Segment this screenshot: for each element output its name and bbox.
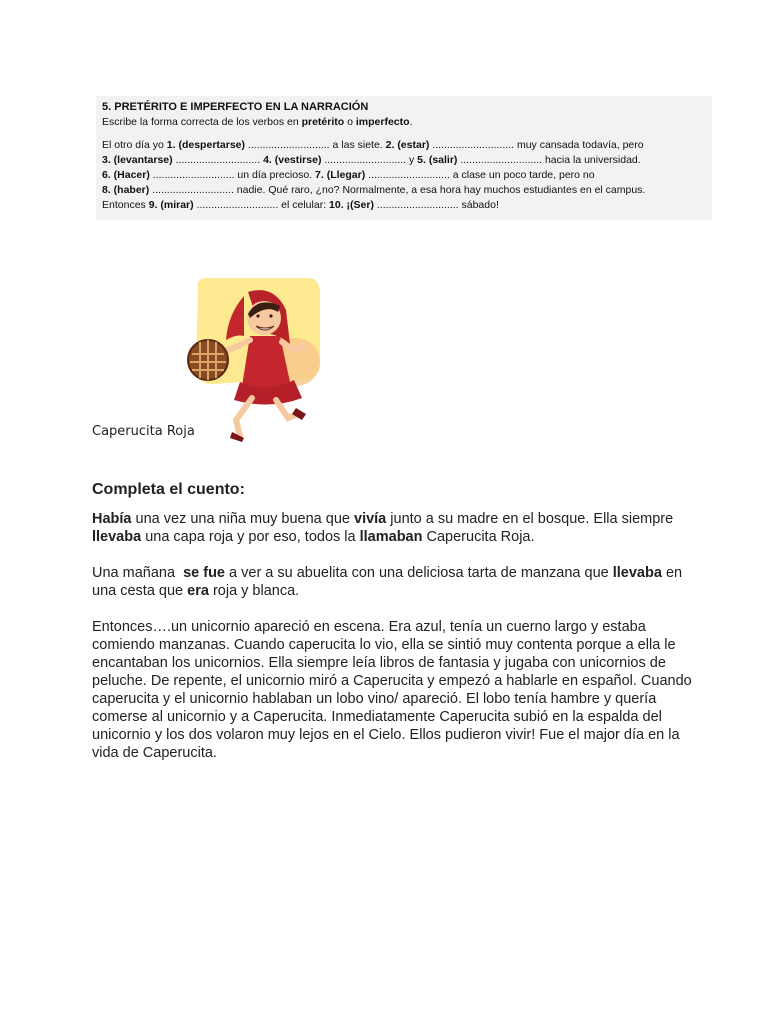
exercise-line-2: 3. (levantarse) ............................. 4. (vestirse) ............................ y 5. (salir) ............................ hacia la universidad. xyxy=(102,154,641,166)
blank-1[interactable]: ............................ xyxy=(247,139,330,151)
blank-3[interactable]: ............................ xyxy=(175,154,258,166)
exercise-instruction: Escribe la forma correcta de los verbos en pretérito o imperfecto. xyxy=(102,116,413,128)
blank-6[interactable]: ............................ xyxy=(152,169,235,181)
story-paragraph-3: Entonces….un unicornio apareció en escena. Era azul, tenía un cuerno largo y estaba comiendo manzanas. Cuando caperucita lo vio, ella se sintió muy contenta porque a ella le encantaban los unicornios. Ella siempre leía libros de fantasia y jugaba con unicornios de peluche. De repente, el unicornio miró a Caperucita y empezó a hablarle en español. Cuando caperucita y el unicornio hablaban un lobo vino/ apareció. El lobo tenía hambre y quería comerse al unicornio y a Caperucita. Inmediatamente Caperucita subió en la espalda del unicornio y los dos volaron muy lejos en el Cielo. Ellos pudieron vivir! Fue el major día en la vida de Caperucita. xyxy=(92,619,692,761)
story-heading: Completa el cuento: xyxy=(92,481,245,498)
caperucita-illustration xyxy=(178,274,338,444)
blank-4[interactable]: ............................ xyxy=(324,154,407,166)
story-paragraph-1: Había una vez una niña muy buena que vivía junto a su madre en el bosque. Ella siempre llevaba una capa roja y por eso, todos la llamaban Caperucita Roja. xyxy=(92,511,674,545)
blank-8[interactable]: ............................ xyxy=(152,184,234,196)
illustration-caption: Caperucita Roja xyxy=(92,424,195,439)
exercise-line-5: Entonces 9. (mirar) ............................ el celular: 10. ¡(Ser) ............................ sábado! xyxy=(102,199,499,211)
story-paragraph-2: Una mañana se fue a ver a su abuelita con una deliciosa tarta de manzana que llevaba en una cesta que era roja y blanca. xyxy=(92,565,683,599)
exercise-line-1: El otro día yo 1. (despertarse) ............................ a las siete. 2. (estar) ............................ muy cansada todavía, pero xyxy=(102,139,644,151)
blank-9[interactable]: ............................ xyxy=(196,199,279,211)
blank-5[interactable]: ............................ xyxy=(460,154,543,166)
exercise-line-4: 8. (haber) ............................ nadie. Qué raro, ¿no? Normalmente, a esa hora hay muchos estudiantes en el campus. xyxy=(102,184,646,196)
blank-2[interactable]: ............................ xyxy=(432,139,515,151)
exercise-title: 5. PRETÉRITO E IMPERFECTO EN LA NARRACIÓN xyxy=(102,101,369,113)
exercise-box xyxy=(96,96,712,220)
blank-10[interactable]: ............................ xyxy=(376,199,459,211)
story-section xyxy=(92,480,692,780)
exercise-line-3: 6. (Hacer) ............................ un día precioso. 7. (Llegar) ............................ a clase un poco tarde, pero no xyxy=(102,169,595,181)
blank-7[interactable]: ............................ xyxy=(368,169,450,181)
